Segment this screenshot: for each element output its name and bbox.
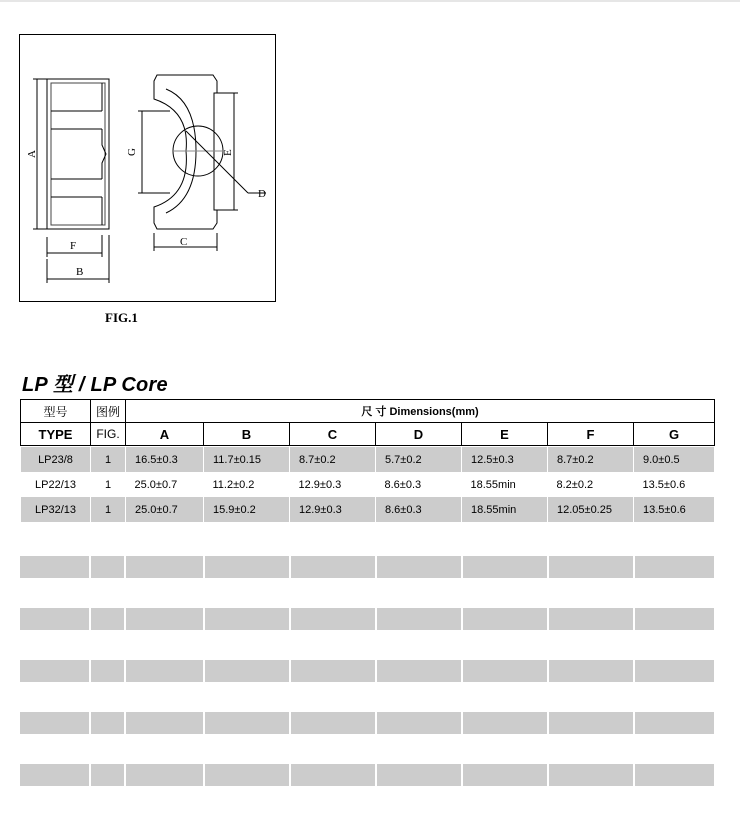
core-drawing-figure — [19, 34, 276, 302]
table-row — [21, 472, 715, 497]
cell-d: 8.6±0.3 — [376, 497, 462, 522]
label-b: B — [76, 266, 84, 278]
empty-row — [20, 608, 714, 630]
cell-type: LP23/8 — [21, 447, 91, 472]
label-e: E — [222, 149, 234, 156]
cell-a: 16.5±0.3 — [126, 447, 204, 472]
figure-caption: FIG.1 — [105, 310, 138, 325]
col-header-e: E — [462, 423, 548, 446]
cell-d: 8.6±0.3 — [376, 472, 462, 497]
cell-e: 18.55min — [462, 497, 548, 522]
label-a: A — [26, 150, 38, 158]
empty-row — [20, 660, 714, 682]
col-header-b: B — [204, 423, 290, 446]
lp-core-drawing — [20, 35, 275, 301]
label-d: D — [258, 188, 266, 200]
top-divider — [0, 0, 740, 2]
cell-e: 18.55min — [462, 472, 548, 497]
cell-b: 11.2±0.2 — [204, 472, 290, 497]
empty-row — [20, 712, 714, 734]
cell-fig: 1 — [91, 472, 126, 497]
col-header-g: G — [634, 423, 715, 446]
cell-a: 25.0±0.7 — [126, 472, 204, 497]
side-view-outline — [47, 79, 109, 229]
col-header-a: A — [126, 423, 204, 446]
cell-f: 8.7±0.2 — [548, 447, 634, 472]
cell-fig: 1 — [91, 447, 126, 472]
dimensions-table — [20, 399, 715, 522]
col-header-f: F — [548, 423, 634, 446]
cell-c: 12.9±0.3 — [290, 497, 376, 522]
cell-g: 9.0±0.5 — [634, 447, 715, 472]
cell-f: 8.2±0.2 — [548, 472, 634, 497]
dimensions-header: 尺 寸 Dimensions(mm) — [126, 400, 715, 423]
label-f: F — [70, 240, 77, 252]
cell-type: LP22/13 — [21, 472, 91, 497]
label-c: C — [180, 236, 188, 248]
section-title: LP 型 / LP Core — [22, 374, 168, 396]
cell-g: 13.5±0.6 — [634, 497, 715, 522]
cell-b: 11.7±0.15 — [204, 447, 290, 472]
type-header-en: TYPE — [21, 423, 91, 446]
cell-d: 5.7±0.2 — [376, 447, 462, 472]
table-row — [21, 447, 715, 472]
fig-header-cn: 图例 — [91, 400, 126, 423]
cell-c: 8.7±0.2 — [290, 447, 376, 472]
cell-f: 12.05±0.25 — [548, 497, 634, 522]
cell-e: 12.5±0.3 — [462, 447, 548, 472]
col-header-d: D — [376, 423, 462, 446]
cell-c: 12.9±0.3 — [290, 472, 376, 497]
cell-type: LP32/13 — [21, 497, 91, 522]
label-g: G — [126, 148, 138, 156]
cell-g: 13.5±0.6 — [634, 472, 715, 497]
col-header-c: C — [290, 423, 376, 446]
fig-header-en: FIG. — [91, 423, 126, 446]
cell-a: 25.0±0.7 — [126, 497, 204, 522]
empty-row — [20, 556, 714, 578]
cell-b: 15.9±0.2 — [204, 497, 290, 522]
empty-row — [20, 764, 714, 786]
type-header-cn: 型号 — [21, 400, 91, 423]
table-row — [21, 497, 715, 522]
cell-fig: 1 — [91, 497, 126, 522]
